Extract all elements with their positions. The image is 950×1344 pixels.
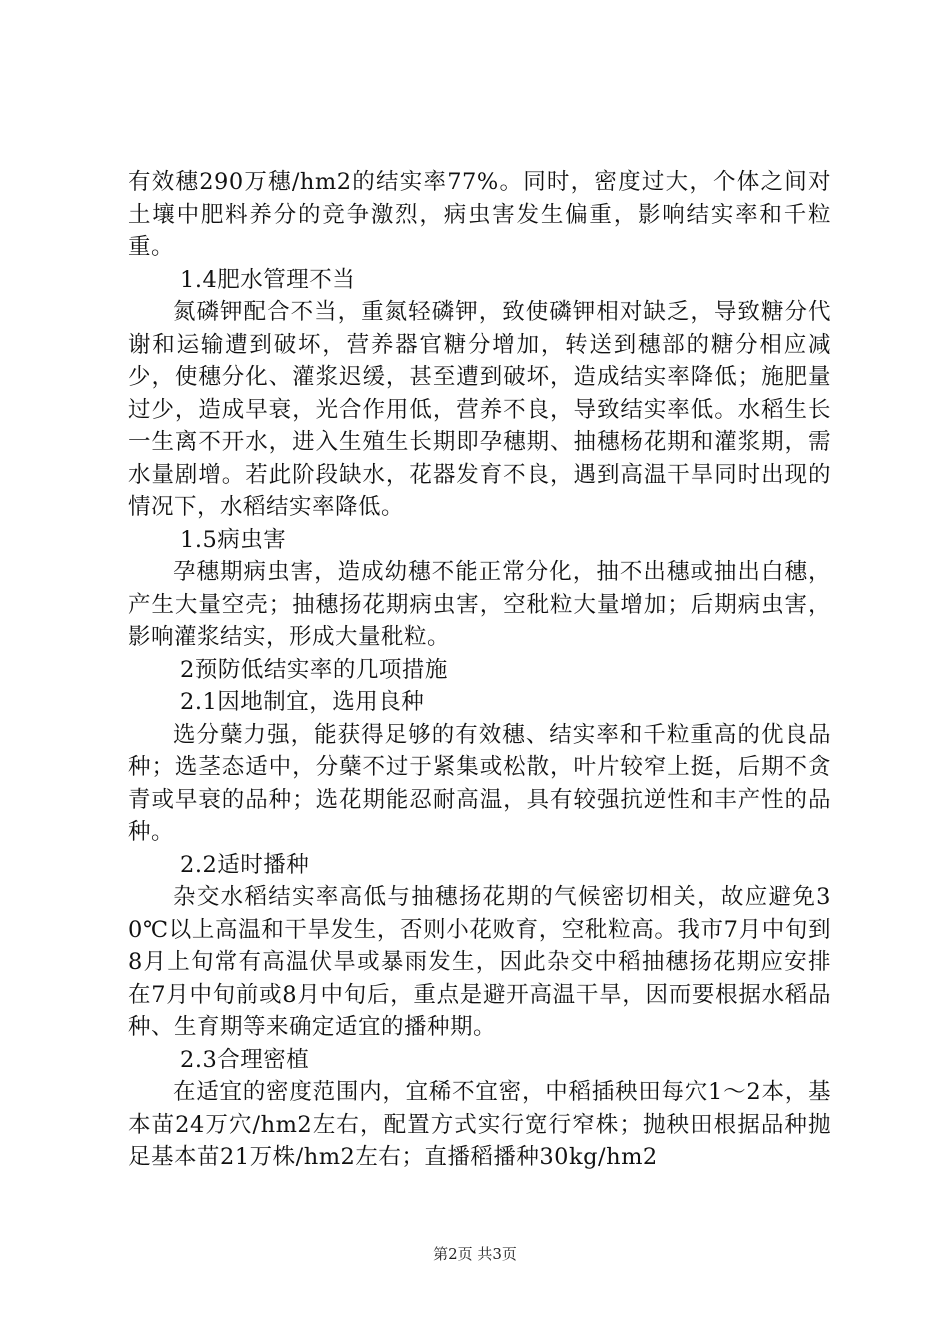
paragraph: 杂交水稻结实率高低与抽穗扬花期的气候密切相关，故应避免30℃以上高温和干旱发生，否则小花败育，空秕粒高。我市7月中旬到8月上旬常有高温伏旱或暴雨发生，因此杂交中稻抽穗扬花期应安排在7月中旬前或8月中旬后，重点是避开高温干旱，因而要根据水稻品种、生育期等来确定适宜的播种期。	[128, 884, 831, 1040]
paragraph: 孕穗期病虫害，造成幼穗不能正常分化，抽不出穗或抽出白穗，产生大量空壳；抽穗扬花期病虫害，空秕粒大量增加；后期病虫害，影响灌浆结实，形成大量秕粒。	[128, 559, 831, 650]
paragraph-continued: 有效穗290万穗/hm2的结实率77%。同时，密度过大，个体之间对土壤中肥料养分的竞争激烈，病虫害发生偏重，影响结实率和千粒重。	[128, 169, 831, 260]
section-heading-2-3: 2.3合理密植	[180, 1046, 310, 1073]
section-heading-1-4: 1.4肥水管理不当	[180, 266, 356, 293]
section-heading-2: 2预防低结实率的几项措施	[180, 656, 448, 683]
section-heading-2-2: 2.2适时播种	[180, 851, 310, 878]
section-heading-1-5: 1.5病虫害	[180, 526, 287, 553]
paragraph: 选分蘖力强，能获得足够的有效穗、结实率和千粒重高的优良品种；选茎态适中，分蘖不过于紧集或松散，叶片较窄上挺，后期不贪青或早衰的品种；选花期能忍耐高温，具有较强抗逆性和丰产性的品种。	[128, 721, 831, 845]
section-heading-2-1: 2.1因地制宜，选用良种	[180, 689, 425, 715]
document-body	[128, 166, 831, 1174]
paragraph: 氮磷钾配合不当，重氮轻磷钾，致使磷钾相对缺乏，导致糖分代谢和运输遭到破坏，营养器官糖分增加，转送到穗部的糖分相应减少，使穗分化、灌浆迟缓，甚至遭到破坏，造成结实率降低；施肥量过少，造成早衰，光合作用低，营养不良，导致结实率低。水稻生长一生离不开水，进入生殖生长期即孕穗期、抽穗杨花期和灌浆期，需水量剧增。若此阶段缺水，花器发育不良，遇到高温干旱同时出现的情况下，水稻结实率降低。	[128, 299, 831, 520]
page-footer: 第2页 共3页	[433, 1245, 517, 1263]
paragraph: 在适宜的密度范围内，宜稀不宜密，中稻插秧田每穴1～2本，基本苗24万穴/hm2左右，配置方式实行宽行窄株；抛秧田根据品种抛足基本苗21万株/hm2左右；直播稻播种30kg/hm2	[128, 1079, 831, 1170]
